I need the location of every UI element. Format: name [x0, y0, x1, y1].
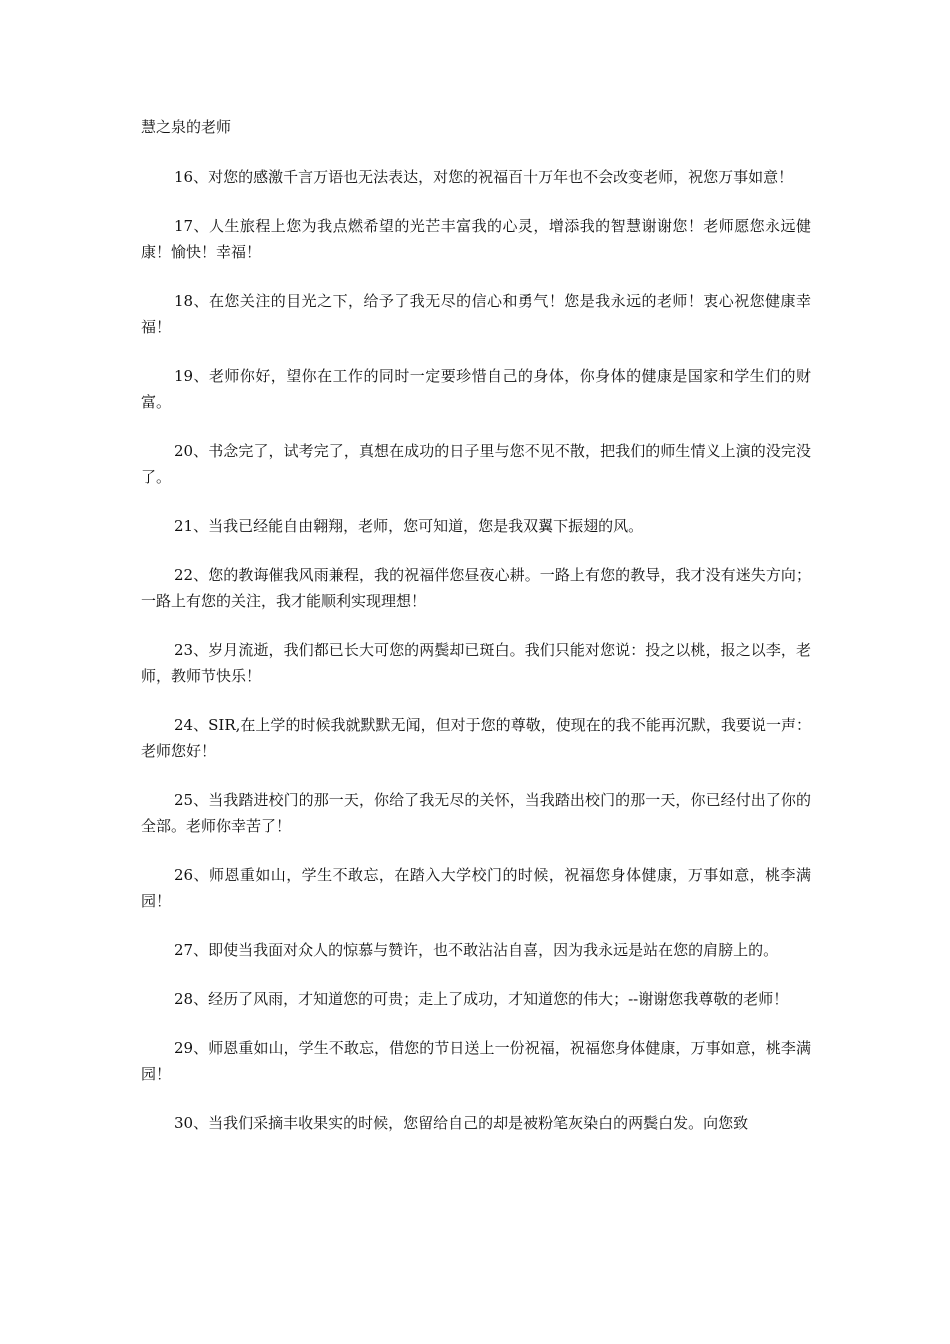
paragraph-16: 16、对您的感激千言万语也无法表达，对您的祝福百十万年也不会改变老师，祝您万事如意！	[174, 168, 794, 186]
document-page	[141, 114, 811, 1159]
paragraph-22: 22、您的教诲催我风雨兼程，我的祝福伴您昼夜心耕。一路上有您的教导，我才没有迷失方向；一路上有您的关注，我才能顺利实现理想！	[141, 566, 811, 610]
paragraph-26: 26、师恩重如山，学生不敢忘，在踏入大学校门的时候，祝福您身体健康，万事如意，桃李满园！	[141, 866, 811, 910]
paragraph-25: 25、当我踏进校门的那一天，你给了我无尽的关怀，当我踏出校门的那一天，你已经付出了你的全部。老师你幸苦了！	[141, 791, 811, 835]
paragraph-27: 27、即使当我面对众人的惊慕与赞许，也不敢沾沾自喜，因为我永远是站在您的肩膀上的。	[174, 941, 779, 959]
paragraph-17: 17、人生旅程上您为我点燃希望的光芒丰富我的心灵，增添我的智慧谢谢您！老师愿您永远健康！愉快！幸福！	[141, 217, 811, 261]
paragraph-20: 20、书念完了，试考完了，真想在成功的日子里与您不见不散，把我们的师生情义上演的没完没了。	[141, 442, 811, 486]
paragraph-30: 30、当我们采摘丰收果实的时候，您留给自己的却是被粉笔灰染白的两鬓白发。向您致	[174, 1114, 749, 1132]
paragraph-19: 19、老师你好，望你在工作的同时一定要珍惜自己的身体，你身体的健康是国家和学生们的财富。	[141, 367, 811, 411]
paragraph-24: 24、SIR,在上学的时候我就默默无闻，但对于您的尊敬，使现在的我不能再沉默，我要说一声：老师您好！	[141, 716, 811, 760]
paragraph-23: 23、岁月流逝，我们都已长大可您的两鬓却已斑白。我们只能对您说：投之以桃，报之以李，老师，教师节快乐！	[141, 641, 811, 685]
paragraph-21: 21、当我已经能自由翱翔，老师，您可知道，您是我双翼下振翅的风。	[174, 517, 644, 535]
paragraph-28: 28、经历了风雨，才知道您的可贵；走上了成功，才知道您的伟大；--谢谢您我尊敬的老师！	[174, 990, 789, 1008]
document-heading: 慧之泉的老师	[141, 118, 232, 136]
paragraph-18: 18、在您关注的目光之下，给予了我无尽的信心和勇气！您是我永远的老师！衷心祝您健康幸福！	[141, 292, 811, 336]
paragraph-29: 29、师恩重如山，学生不敢忘，借您的节日送上一份祝福，祝福您身体健康，万事如意，桃李满园！	[141, 1039, 811, 1083]
